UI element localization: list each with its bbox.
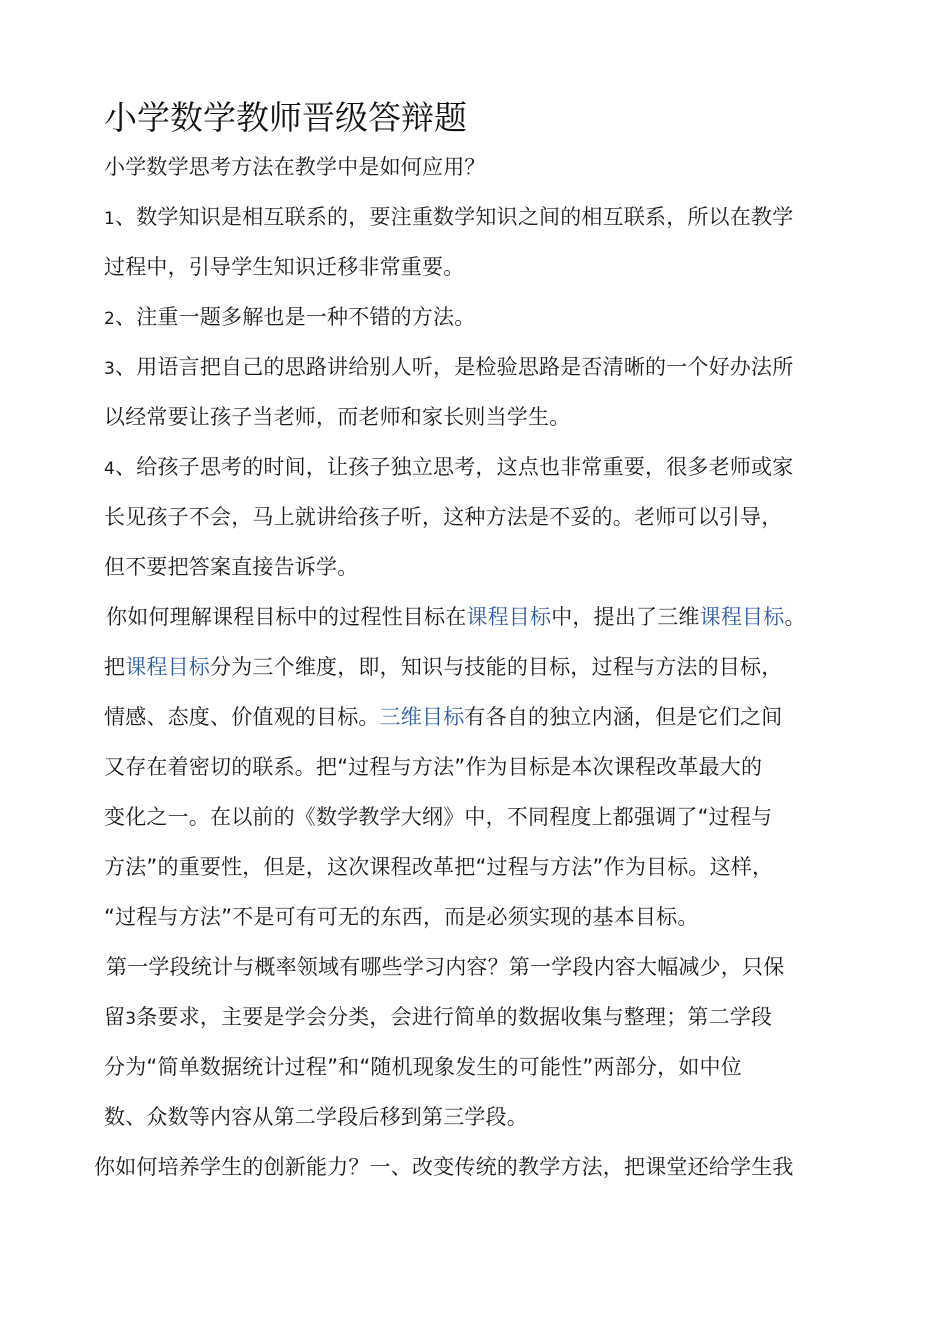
line-text: 。 bbox=[784, 605, 806, 629]
line-text: 条要求，主要是学会分类，会进行简单的数据收集与整理；第二学段 bbox=[136, 1005, 773, 1029]
hyperlink-curriculum-goal[interactable]: 课程目标 bbox=[466, 605, 552, 629]
question-line bbox=[106, 602, 806, 632]
line-text: 留 bbox=[104, 1005, 126, 1029]
hyperlink-curriculum-goal[interactable]: 课程目标 bbox=[125, 655, 211, 679]
line-text: 你如何理解课程目标中的过程性目标在 bbox=[106, 605, 467, 629]
list-number: 4 bbox=[104, 459, 116, 479]
line-text: 情感、态度、价值观的目标。 bbox=[104, 705, 380, 729]
line-text: 中，提出了三维 bbox=[551, 605, 700, 629]
paragraph-line bbox=[104, 302, 475, 334]
paragraph-line bbox=[104, 702, 782, 732]
list-number: 3 bbox=[104, 359, 116, 379]
document-title: 小学数学教师晋级答辩题 bbox=[104, 98, 467, 137]
hyperlink-three-dimensional-goal[interactable]: 三维目标 bbox=[379, 705, 465, 729]
paragraph-line: 分为“简单数据统计过程”和“随机现象发生的可能性”两部分，如中位 bbox=[104, 1055, 742, 1079]
paragraph-line: 又存在着密切的联系。把“过程与方法”作为目标是本次课程改革最大的 bbox=[104, 755, 763, 779]
line-text: 分为三个维度，即，知识与技能的目标，过程与方法的目标， bbox=[210, 655, 783, 679]
line-text: 有各自的独立内涵，但是它们之间 bbox=[464, 705, 783, 729]
paragraph-line bbox=[104, 652, 782, 682]
line-text: 、用语言把自己的思路讲给别人听，是检验思路是否清晰的一个好办法所 bbox=[115, 355, 794, 379]
paragraph-line bbox=[104, 202, 793, 234]
paragraph-line: 但不要把答案直接告诉学。 bbox=[104, 555, 359, 579]
paragraph-line bbox=[104, 1002, 772, 1034]
paragraph-line: 过程中，引导学生知识迁移非常重要。 bbox=[104, 255, 465, 279]
paragraph-line bbox=[104, 452, 793, 484]
inline-number: 3 bbox=[125, 1009, 137, 1029]
hyperlink-curriculum-goal[interactable]: 课程目标 bbox=[699, 605, 785, 629]
question-line: 第一学段统计与概率领域有哪些学习内容？第一学段内容大幅减少，只保 bbox=[106, 955, 785, 979]
line-text: 把 bbox=[104, 655, 126, 679]
line-text: 、给孩子思考的时间，让孩子独立思考，这点也非常重要，很多老师或家 bbox=[115, 455, 794, 479]
line-text: 、数学知识是相互联系的，要注重数学知识之间的相互联系，所以在教学 bbox=[115, 205, 794, 229]
paragraph-line: 变化之一。在以前的《数学教学大纲》中，不同程度上都强调了“过程与 bbox=[104, 805, 773, 829]
list-number: 2 bbox=[104, 309, 116, 329]
question-heading: 小学数学思考方法在教学中是如何应用？ bbox=[104, 155, 486, 179]
line-text: 、注重一题多解也是一种不错的方法。 bbox=[115, 305, 476, 329]
paragraph-line bbox=[104, 352, 793, 384]
question-line: 你如何培养学生的创新能力？一、改变传统的教学方法，把课堂还给学生我 bbox=[94, 1155, 794, 1179]
paragraph-line: “过程与方法”不是可有可无的东西，而是必须实现的基本目标。 bbox=[104, 905, 699, 929]
paragraph-line: 以经常要让孩子当老师，而老师和家长则当学生。 bbox=[104, 405, 571, 429]
paragraph-line: 方法”的重要性，但是，这次课程改革把“过程与方法”作为目标。这样， bbox=[104, 855, 774, 879]
paragraph-line: 长见孩子不会，马上就讲给孩子听，这种方法是不妥的。老师可以引导， bbox=[104, 505, 783, 529]
list-number: 1 bbox=[104, 209, 116, 229]
paragraph-line: 数、众数等内容从第二学段后移到第三学段。 bbox=[104, 1105, 528, 1129]
